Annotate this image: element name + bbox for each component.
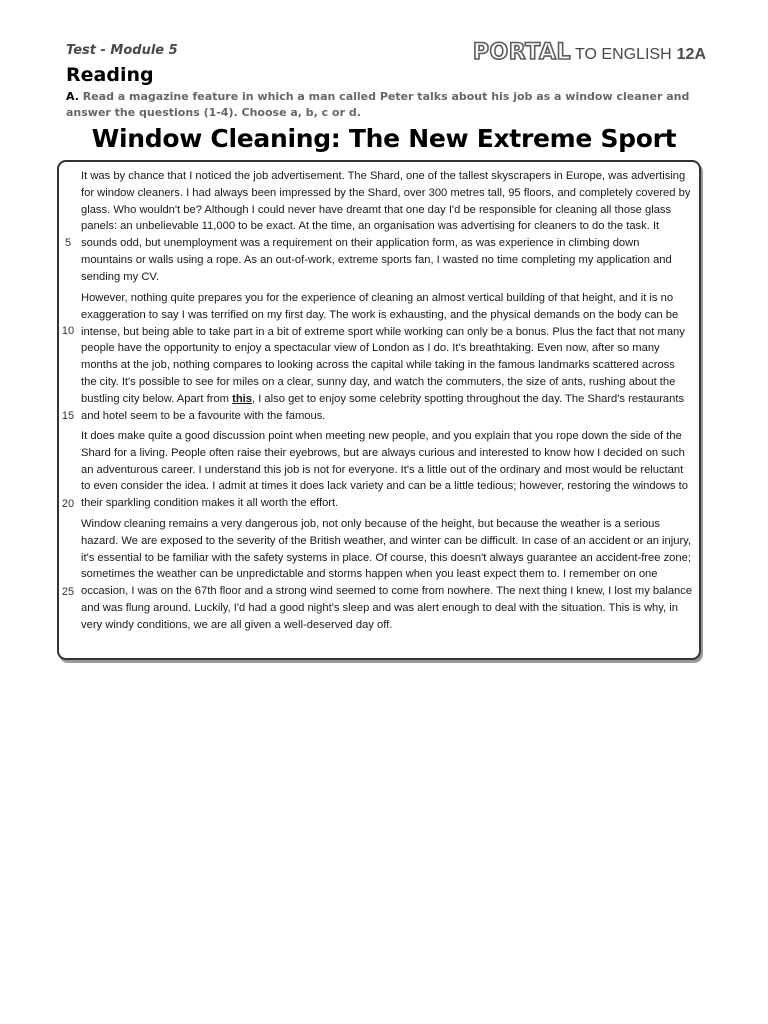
line-number: 15 <box>61 410 75 422</box>
brand-portal-wordmark: PORTAL <box>472 40 572 65</box>
task-text: Read a magazine feature in which a man called Peter talks about his job as a window cleaner and answer the questions (1-4). Choose a, b, c or d. <box>66 90 690 119</box>
module-label: Test - Module 5 <box>66 43 178 58</box>
brand-logo <box>473 40 706 65</box>
reference-word: this <box>232 392 252 405</box>
article-title: Window Cleaning: The New Extreme Sport <box>91 124 677 153</box>
section-title: Reading <box>66 64 154 86</box>
paragraph-2-text: However, nothing quite prepares you for the experience of cleaning an almost vertical building of that height, and it is no exaggeration to say I was terrified on my first day. The work is exhausting, and the physical demands on the body can be intense, but being able to take part in a bit of extreme sport while working can only be a bonus. Plus the fact that not many people have the opportunity to enjoy a spectacular view of London as I do. It's breathtaking. Even now, after so many months at the job, nothing compares to looking across the capital while taking in the famous landmarks scattered across the city. It's possible to see for miles on a clear, sunny day, and watch the commuters, the size of ants, rushing about the bustling city below. Apart from <box>81 292 685 405</box>
brand-to-english: TO ENGLISH <box>575 46 672 63</box>
article-paragraph-4: Window cleaning remains a very dangerous job, not only because of the height, but because the weather is a serious hazard. We are exposed to the severity of the British weather, and winter can be difficult. In case of an accident or an injury, it's essential to be familiar with the safety systems in place. Of course, this doesn't always guarantee an accident-free zone; sometimes the weather can be unpredictable and storms happen when you least expect them to. I remember on one occasion, I was on the 67th floor and a strong wind seemed to come from nowhere. The next thing I knew, I lost my balance and was flung around. Luckily, I'd had a good night's sleep and was alert enough to deal with the situation. This is why, in very windy conditions, we are all given a well-deserved day off. <box>81 518 693 631</box>
line-number: 5 <box>64 237 72 249</box>
line-number: 20 <box>61 498 75 510</box>
article-paragraph-2 <box>81 290 693 424</box>
brand-grade: 12A <box>676 46 706 63</box>
paragraph-2-tail: , I also get to enjoy some celebrity spotting throughout the day. The Shard's restaurants and hotel seem to be a favourite with the famous. <box>81 392 685 422</box>
article-paragraph-1: It was by chance that I noticed the job advertisement. The Shard, one of the tallest skyscrapers in Europe, was advertising for window cleaners. I had always been impressed by the Shard, over 300 metres tall, 95 floors, and completely covered by glass. Who wouldn't be? Although I could never have dreamt that one day I'd be responsible for cleaning all those glass panels: an unbelievable 11,000 to be exact. At the time, an organisation was advertising for cleaners to do the task. It sounds odd, but unemployment was a requirement on their application form, as was experience in climbing down mountains or walls using a rope. As an out-of-work, extreme sports fan, I wasted no time completing my application and sending my CV. <box>81 170 691 283</box>
line-number: 25 <box>61 586 75 598</box>
page-header <box>66 40 706 70</box>
task-letter: A. <box>66 90 79 103</box>
task-instructions <box>66 89 702 121</box>
line-number: 10 <box>61 325 75 337</box>
article-paragraph-3: It does make quite a good discussion point when meeting new people, and you explain that you rope down the side of the Shard for a living. People often raise their eyebrows, but are always curious and interested to know how I decided on such an adventurous career. I understand this job is not for everyone. It's a little out of the ordinary and most would be reluctant to even consider the idea. I admit at times it does lack variety and can be a little tedious; however, restoring the windows to their sparkling condition makes it all worth the effort. <box>81 430 688 510</box>
